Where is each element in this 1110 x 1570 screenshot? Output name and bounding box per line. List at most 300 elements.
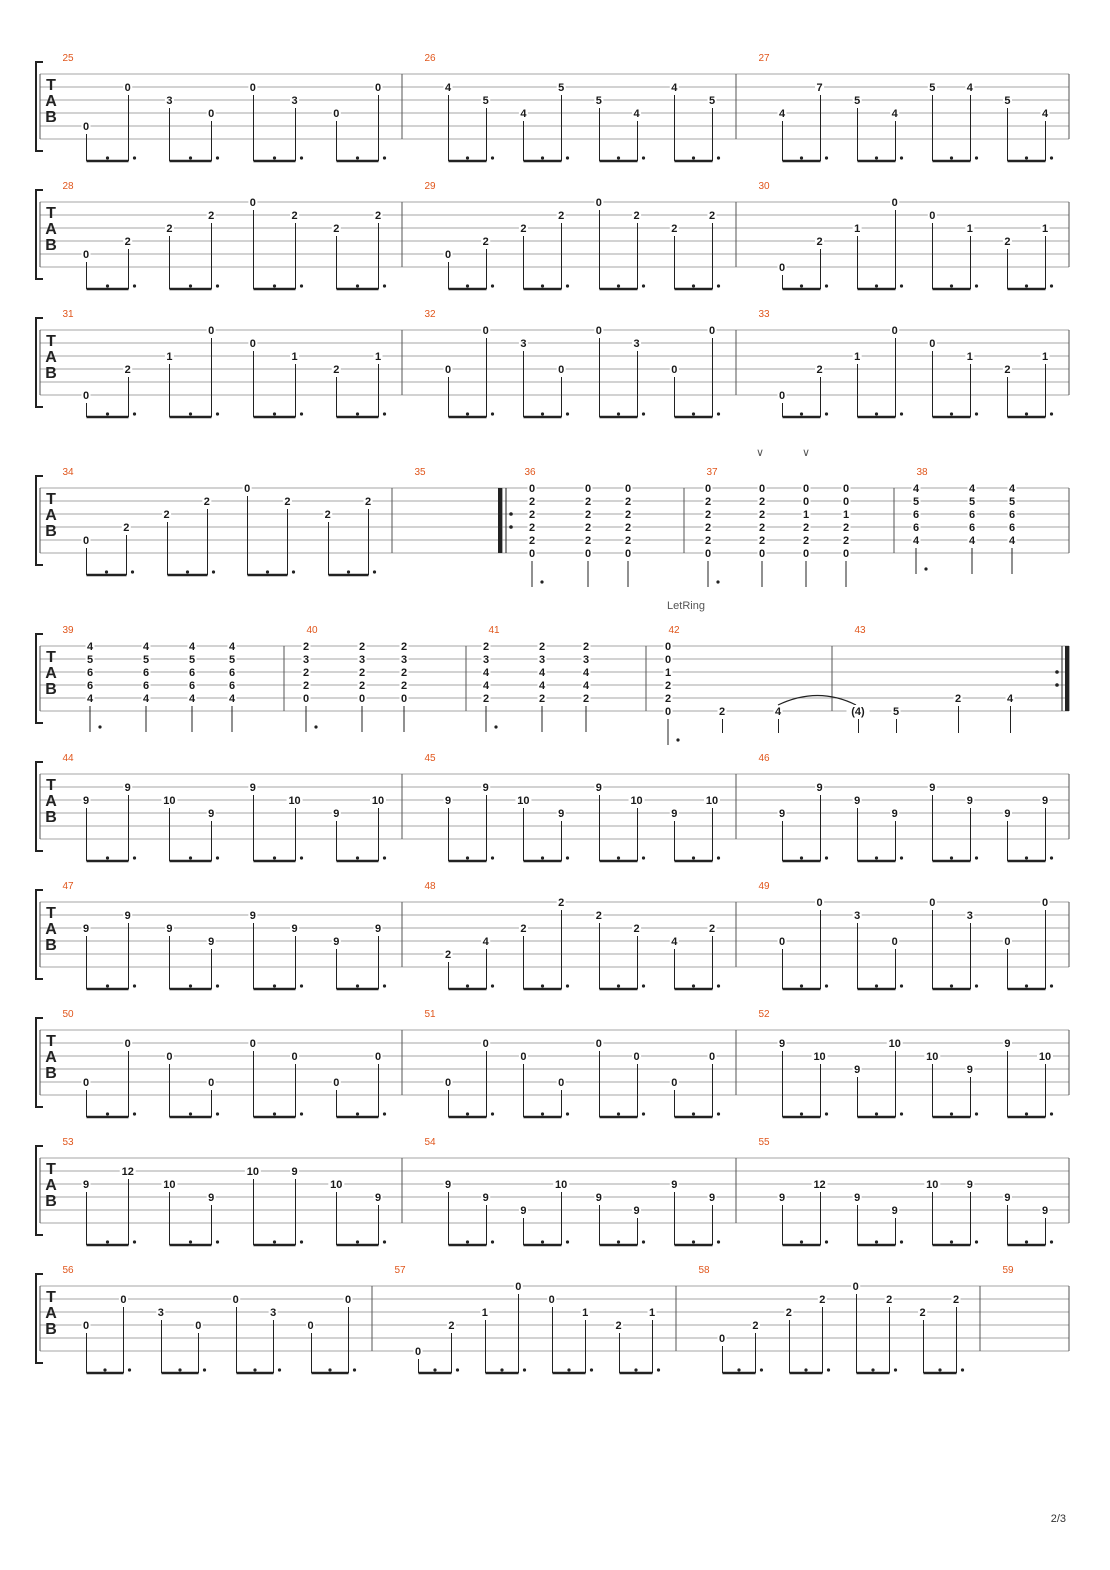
fret-number: 0 (249, 82, 256, 94)
fret-number: 3 (482, 654, 490, 666)
dot (466, 156, 469, 159)
fret-number: 9 (854, 1064, 861, 1076)
fret-number: 2 (886, 1294, 893, 1306)
fret-number: 1 (481, 1307, 488, 1319)
fret-number: 0 (1004, 936, 1011, 948)
fret-number: 0 (333, 1077, 340, 1089)
dot (894, 1368, 897, 1371)
fret-number: 5 (188, 654, 196, 666)
tab-systems (36, 53, 1069, 1373)
fret-number: 4 (968, 535, 976, 547)
measure-number: 41 (488, 625, 500, 636)
fret-number: 0 (842, 483, 850, 495)
fret-number: 0 (842, 496, 850, 508)
fret-number: 0 (624, 548, 632, 560)
fret-number: 4 (912, 483, 920, 495)
dot (875, 1112, 878, 1115)
fret-number: 0 (778, 936, 786, 948)
fret-number: 3 (358, 654, 366, 666)
fret-number: 3 (166, 95, 173, 107)
tab-clef-letter: A (45, 793, 57, 810)
fret-number: 2 (582, 693, 590, 705)
fret-number: 6 (188, 680, 196, 692)
dot (300, 984, 303, 987)
fret-number: 9 (929, 782, 936, 794)
fret-number: 0 (344, 1294, 352, 1306)
fret-number: 2 (758, 535, 766, 547)
tab-clef-letter: A (45, 665, 57, 682)
tab-clef-letter: T (46, 205, 56, 222)
dot (717, 284, 720, 287)
dot (353, 1368, 356, 1371)
fret-number: 0 (374, 82, 382, 94)
measure-number: 33 (758, 309, 770, 320)
fret-number: 0 (358, 693, 366, 705)
dot (800, 1240, 803, 1243)
dot (825, 984, 828, 987)
fret-number: 2 (708, 210, 716, 222)
dot (617, 1112, 620, 1115)
dot (189, 1112, 192, 1115)
fret-number: 2 (664, 693, 672, 705)
dot (875, 284, 878, 287)
dot (356, 856, 359, 859)
measure-number: 49 (758, 881, 770, 892)
fret-number: 5 (854, 95, 861, 107)
dot (300, 412, 303, 415)
tab-clef-letter: T (46, 1161, 56, 1178)
fret-number: 3 (520, 338, 527, 350)
fret-number: 9 (208, 936, 215, 948)
fret-number: 2 (302, 641, 310, 653)
fret-number: 4 (228, 641, 236, 653)
dot (566, 1112, 569, 1115)
fret-number: 9 (854, 1192, 861, 1204)
fret-number: 9 (124, 782, 131, 794)
tab-clef-letter: B (45, 1065, 57, 1082)
dot (491, 156, 494, 159)
dot (800, 1112, 803, 1115)
dot (106, 1240, 109, 1243)
fret-number: 0 (414, 1346, 422, 1358)
dot (128, 1368, 131, 1371)
dot (938, 1368, 941, 1371)
fret-number: 2 (291, 210, 298, 222)
dot (716, 580, 719, 583)
fret-number: 0 (708, 325, 716, 337)
measure-number: 38 (916, 467, 928, 478)
fret-number: 0 (664, 654, 672, 666)
dot (216, 156, 219, 159)
fret-number: 2 (520, 923, 527, 935)
fret-number: 5 (228, 654, 236, 666)
fret-number: 9 (891, 1205, 898, 1217)
dot (692, 284, 695, 287)
dot (717, 1240, 720, 1243)
fret-number: 2 (615, 1320, 622, 1332)
fret-number: 2 (664, 680, 672, 692)
measure-number: 45 (424, 753, 436, 764)
measure-number: 36 (524, 467, 536, 478)
dot (328, 1368, 331, 1371)
dot (189, 412, 192, 415)
dot (1050, 984, 1053, 987)
tab-system (36, 1137, 1069, 1245)
measure-number: 40 (306, 625, 318, 636)
fret-number: 2 (708, 923, 716, 935)
tab-clef-letter: A (45, 921, 57, 938)
fret-number: 0 (333, 108, 340, 120)
dot (133, 856, 136, 859)
fret-number: 6 (188, 667, 196, 679)
fret-number: 0 (778, 262, 786, 274)
dot (189, 156, 192, 159)
fret-number: 9 (444, 795, 452, 807)
fret-number: 9 (816, 782, 823, 794)
tab-clef-letter: B (45, 681, 57, 698)
fret-number: 0 (444, 364, 452, 376)
dot (356, 156, 359, 159)
fret-number: 4 (228, 693, 236, 705)
fret-number: 5 (912, 496, 920, 508)
dot (825, 856, 828, 859)
dot (523, 1368, 526, 1371)
fret-number: 2 (324, 509, 331, 521)
fret-number: 2 (208, 210, 215, 222)
fret-number: 0 (802, 483, 810, 495)
fret-number: 2 (1004, 364, 1011, 376)
dot (541, 984, 544, 987)
dot (356, 412, 359, 415)
tab-clef-letter: B (45, 809, 57, 826)
dot (950, 412, 953, 415)
dot (900, 1240, 903, 1243)
dot (825, 412, 828, 415)
fret-number: 2 (802, 535, 810, 547)
measure-number: 54 (424, 1137, 436, 1148)
fret-number: 5 (1008, 496, 1016, 508)
dot (356, 1240, 359, 1243)
dot (216, 984, 219, 987)
dot (590, 1368, 593, 1371)
fret-number: 2 (520, 223, 527, 235)
tab-clef-letter: A (45, 1049, 57, 1066)
dot (541, 412, 544, 415)
fret-number: 3 (291, 95, 298, 107)
fret-number: 5 (86, 654, 94, 666)
tab-clef-letter: A (45, 349, 57, 366)
fret-number: 2 (364, 496, 372, 508)
fret-number: 10 (888, 1038, 901, 1050)
fret-number: 9 (671, 1179, 678, 1191)
fret-number: 2 (582, 641, 590, 653)
fret-number: 4 (671, 82, 678, 94)
dot (642, 1112, 645, 1115)
dot (617, 1240, 620, 1243)
dot (975, 1240, 978, 1243)
fret-number: 0 (802, 548, 810, 560)
tab-clef-letter: T (46, 777, 56, 794)
fret-number: 2 (624, 522, 632, 534)
fret-number: 2 (528, 535, 536, 547)
fret-number: 1 (166, 351, 173, 363)
tab-clef-letter: A (45, 507, 57, 524)
fret-number: 9 (333, 936, 340, 948)
dot (975, 412, 978, 415)
fret-number: 9 (778, 1038, 786, 1050)
fret-number: 1 (291, 351, 298, 363)
fret-number: 1 (966, 223, 973, 235)
fret-number: 2 (584, 522, 592, 534)
dot (692, 412, 695, 415)
fret-number: 9 (249, 910, 256, 922)
fret-number: 5 (929, 82, 936, 94)
dot (491, 412, 494, 415)
fret-number: 2 (819, 1294, 826, 1306)
dot (133, 1112, 136, 1115)
dot (216, 856, 219, 859)
tie-arc (778, 696, 856, 706)
dot (314, 725, 317, 728)
dot (617, 156, 620, 159)
tab-system (36, 309, 1069, 417)
fret-number: 2 (816, 364, 823, 376)
fret-number: 10 (555, 1179, 568, 1191)
dot (692, 1240, 695, 1243)
dot (975, 1112, 978, 1115)
measure-number: 55 (758, 1137, 770, 1148)
tab-clef-letter: A (45, 221, 57, 238)
measure-number: 34 (62, 467, 74, 478)
dot (466, 1240, 469, 1243)
fret-number: 0 (307, 1320, 314, 1332)
dot (617, 856, 620, 859)
dot (566, 1240, 569, 1243)
dot (567, 1368, 570, 1371)
dot (383, 1240, 386, 1243)
dot (541, 156, 544, 159)
fret-number: 0 (704, 483, 712, 495)
dot (1025, 856, 1028, 859)
dot (300, 1240, 303, 1243)
dot (178, 1368, 181, 1371)
dot (356, 1112, 359, 1115)
fret-number: 0 (891, 325, 898, 337)
fret-number: 3 (582, 654, 590, 666)
fret-number: 5 (1004, 95, 1011, 107)
repeat-dot (1055, 670, 1059, 674)
fret-number: 9 (1041, 1205, 1049, 1217)
fret-number: 2 (704, 509, 712, 521)
fret-number: 1 (1041, 223, 1049, 235)
fret-number: 9 (966, 795, 973, 807)
fret-number: 10 (926, 1179, 939, 1191)
dot (347, 570, 350, 573)
fret-number: 9 (520, 1205, 527, 1217)
fret-number: 2 (400, 667, 408, 679)
fret-number: 2 (758, 496, 766, 508)
fret-number: 2 (558, 897, 565, 909)
fret-number: 2 (785, 1307, 792, 1319)
fret-number: 1 (648, 1307, 656, 1319)
dot (189, 856, 192, 859)
fret-number: 7 (816, 82, 823, 94)
fret-number: 9 (708, 1192, 716, 1204)
fret-number: 2 (624, 496, 632, 508)
measure-number: 43 (854, 625, 866, 636)
fret-number: 2 (284, 496, 291, 508)
dot (103, 1368, 106, 1371)
fret-number: 9 (208, 808, 215, 820)
fret-number: 2 (528, 496, 536, 508)
fret-number: 9 (633, 1205, 640, 1217)
fret-number: 0 (778, 390, 786, 402)
tab-clef-letter: B (45, 937, 57, 954)
fret-number: 4 (482, 667, 490, 679)
dot (356, 984, 359, 987)
dot (540, 580, 543, 583)
tab-clef-letter: A (45, 1305, 57, 1322)
fret-number: 10 (371, 795, 385, 807)
dot (273, 156, 276, 159)
fret-number: 5 (482, 95, 489, 107)
fret-number: 2 (448, 1320, 455, 1332)
dot (800, 984, 803, 987)
fret-number: 9 (482, 1192, 489, 1204)
dot (717, 156, 720, 159)
tab-system (36, 881, 1069, 989)
fret-number: 6 (1008, 509, 1016, 521)
dot (1050, 156, 1053, 159)
fret-number: 9 (482, 782, 489, 794)
dot (278, 1368, 281, 1371)
dot (383, 984, 386, 987)
dot (383, 156, 386, 159)
fret-number: 2 (482, 693, 490, 705)
dot (300, 1112, 303, 1115)
fret-number: 4 (774, 706, 782, 718)
fret-number: 0 (82, 390, 90, 402)
fret-number: 4 (538, 680, 546, 692)
dot (216, 1112, 219, 1115)
fret-number: 2 (758, 509, 766, 521)
tab-system (36, 53, 1069, 161)
fret-number: 0 (444, 249, 452, 261)
dot (1025, 1240, 1028, 1243)
dot (804, 1368, 807, 1371)
dot (131, 570, 134, 573)
fret-number: 10 (246, 1166, 259, 1178)
fret-number: 2 (842, 522, 850, 534)
dot (186, 570, 189, 573)
fret-number: 6 (142, 667, 150, 679)
fret-number: 1 (664, 667, 672, 679)
fret-number: 1 (854, 351, 861, 363)
dot (500, 1368, 503, 1371)
fret-number: 0 (82, 535, 90, 547)
dot (566, 412, 569, 415)
fret-number: 2 (758, 522, 766, 534)
dot (950, 1240, 953, 1243)
fret-number: 3 (854, 910, 861, 922)
fret-number: 9 (1004, 1192, 1011, 1204)
dot (494, 725, 497, 728)
fret-number: 5 (558, 82, 565, 94)
measure-number: 30 (758, 181, 770, 192)
dot (383, 284, 386, 287)
dot (133, 284, 136, 287)
fret-number: 0 (374, 1051, 382, 1063)
fret-number: 3 (157, 1307, 164, 1319)
fret-number: 0 (249, 1038, 256, 1050)
fret-number: 0 (400, 693, 408, 705)
measure-number: 47 (62, 881, 74, 892)
fret-number: 6 (142, 680, 150, 692)
measure-number: 31 (62, 309, 74, 320)
fret-number: 2 (528, 522, 536, 534)
fret-number: 4 (633, 108, 640, 120)
fret-number: 4 (86, 641, 94, 653)
fret-number: 4 (582, 667, 590, 679)
fret-number: 2 (333, 364, 340, 376)
fret-number: 0 (120, 1294, 127, 1306)
dot (1050, 284, 1053, 287)
dot (1025, 984, 1028, 987)
dot (975, 284, 978, 287)
fret-number: 9 (82, 923, 90, 935)
dot (950, 1112, 953, 1115)
dot (133, 1240, 136, 1243)
fret-number: 0 (664, 706, 672, 718)
fret-number: 6 (968, 522, 976, 534)
dot (975, 984, 978, 987)
fret-number: 12 (813, 1179, 826, 1191)
dot (106, 156, 109, 159)
fret-number: 2 (124, 364, 131, 376)
measure-number: 52 (758, 1009, 770, 1020)
fret-number: 0 (515, 1281, 522, 1293)
dot (466, 984, 469, 987)
tab-system (36, 181, 1069, 289)
dot (491, 284, 494, 287)
dot (1050, 856, 1053, 859)
fret-number: 2 (123, 522, 130, 534)
let-ring-label: LetRing (667, 600, 705, 612)
fret-number: 10 (630, 795, 643, 807)
fret-number: 2 (704, 496, 712, 508)
fret-number: 0 (482, 325, 489, 337)
fret-number: 2 (163, 509, 170, 521)
dot (491, 984, 494, 987)
dot (950, 984, 953, 987)
dot (642, 856, 645, 859)
fret-number: 10 (705, 795, 719, 807)
fret-number: 5 (708, 95, 716, 107)
fret-number: 2 (718, 706, 726, 718)
fret-number: 4 (520, 108, 527, 120)
fret-number: 9 (374, 923, 382, 935)
fret-number: 2 (203, 496, 210, 508)
fret-number: 10 (330, 1179, 343, 1191)
fret-number: 6 (1008, 522, 1016, 534)
fret-number: 1 (802, 509, 810, 521)
dot (203, 1368, 206, 1371)
measure-number: 53 (62, 1137, 74, 1148)
fret-number: 0 (249, 197, 256, 209)
fret-number: 9 (1004, 808, 1011, 820)
fret-number: 9 (333, 808, 340, 820)
fret-number: 10 (288, 795, 301, 807)
